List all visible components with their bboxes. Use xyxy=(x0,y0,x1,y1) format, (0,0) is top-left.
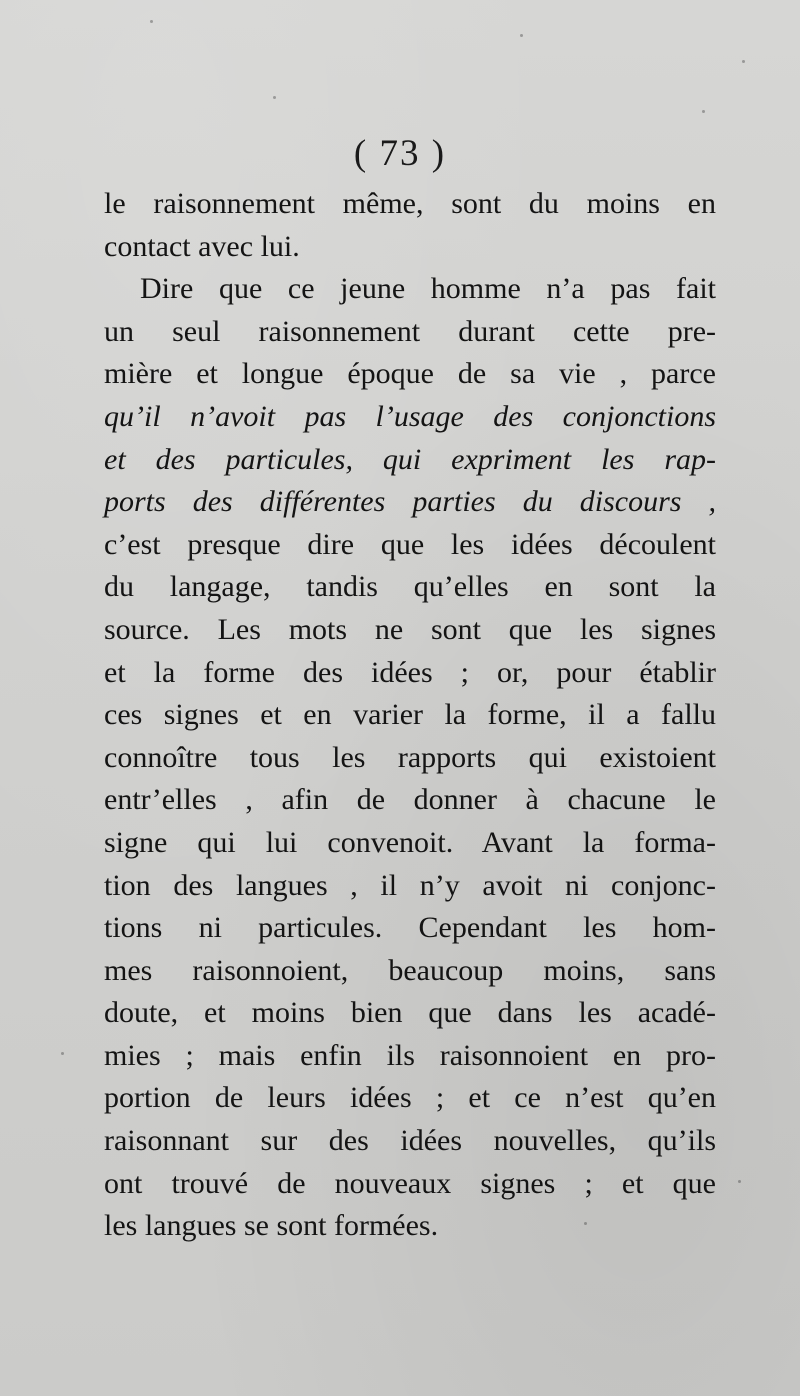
text-line: et la forme des idées ; or, pour établir xyxy=(104,655,716,689)
text-line: mes raisonnoient, beaucoup moins, sans xyxy=(104,953,716,987)
paper-speck xyxy=(742,60,745,63)
page-number: ( 73 ) xyxy=(353,133,447,174)
text-line: un seul raisonnement durant cette pre- xyxy=(104,314,716,348)
text-line-italic: ports des différentes parties du discours , xyxy=(104,485,716,519)
text-line: mière et longue époque de sa vie , parce xyxy=(104,357,716,391)
paper-speck xyxy=(273,96,276,99)
paper-speck xyxy=(738,1180,741,1183)
text-line: ces signes et en varier la forme, il a fallu xyxy=(104,698,716,732)
paper-speck xyxy=(702,110,705,113)
text-line: signe qui lui convenoit. Avant la forma- xyxy=(104,825,716,859)
text-line: le raisonnement même, sont du moins en xyxy=(104,187,716,220)
text-line: tions ni particules. Cependant les hom- xyxy=(104,911,716,945)
text-line: les langues se sont formées. xyxy=(104,1209,439,1243)
paper-speck xyxy=(150,20,153,23)
text-line: contact avec lui. xyxy=(104,229,300,263)
text-line: entr’elles , afin de donner à chacune le xyxy=(104,783,716,817)
text-line-italic: qu’il n’avoit pas l’usage des conjonctions xyxy=(104,399,716,433)
paper-speck xyxy=(61,1052,64,1055)
text-line: ont trouvé de nouveaux signes ; et que xyxy=(104,1166,716,1200)
paper-speck xyxy=(520,34,523,37)
text-line: connoître tous les rapports qui existoient xyxy=(104,740,716,774)
text-line: mies ; mais enfin ils raisonnoient en pro- xyxy=(104,1038,716,1072)
text-line: du langage, tandis qu’elles en sont la xyxy=(104,570,716,604)
text-line: c’est presque dire que les idées découlent xyxy=(104,527,716,561)
text-line-italic: et des particules, qui expriment les rap- xyxy=(104,442,716,476)
body-text xyxy=(104,183,716,1248)
text-line: tion des langues , il n’y avoit ni conjonc- xyxy=(104,868,716,902)
text-line: Dire que ce jeune homme n’a pas fait xyxy=(140,272,716,306)
text-line: raisonnant sur des idées nouvelles, qu’ils xyxy=(104,1124,716,1158)
text-line: portion de leurs idées ; et ce n’est qu’en xyxy=(104,1081,716,1115)
text-line: source. Les mots ne sont que les signes xyxy=(104,612,716,646)
text-line: doute, et moins bien que dans les acadé- xyxy=(104,996,716,1030)
